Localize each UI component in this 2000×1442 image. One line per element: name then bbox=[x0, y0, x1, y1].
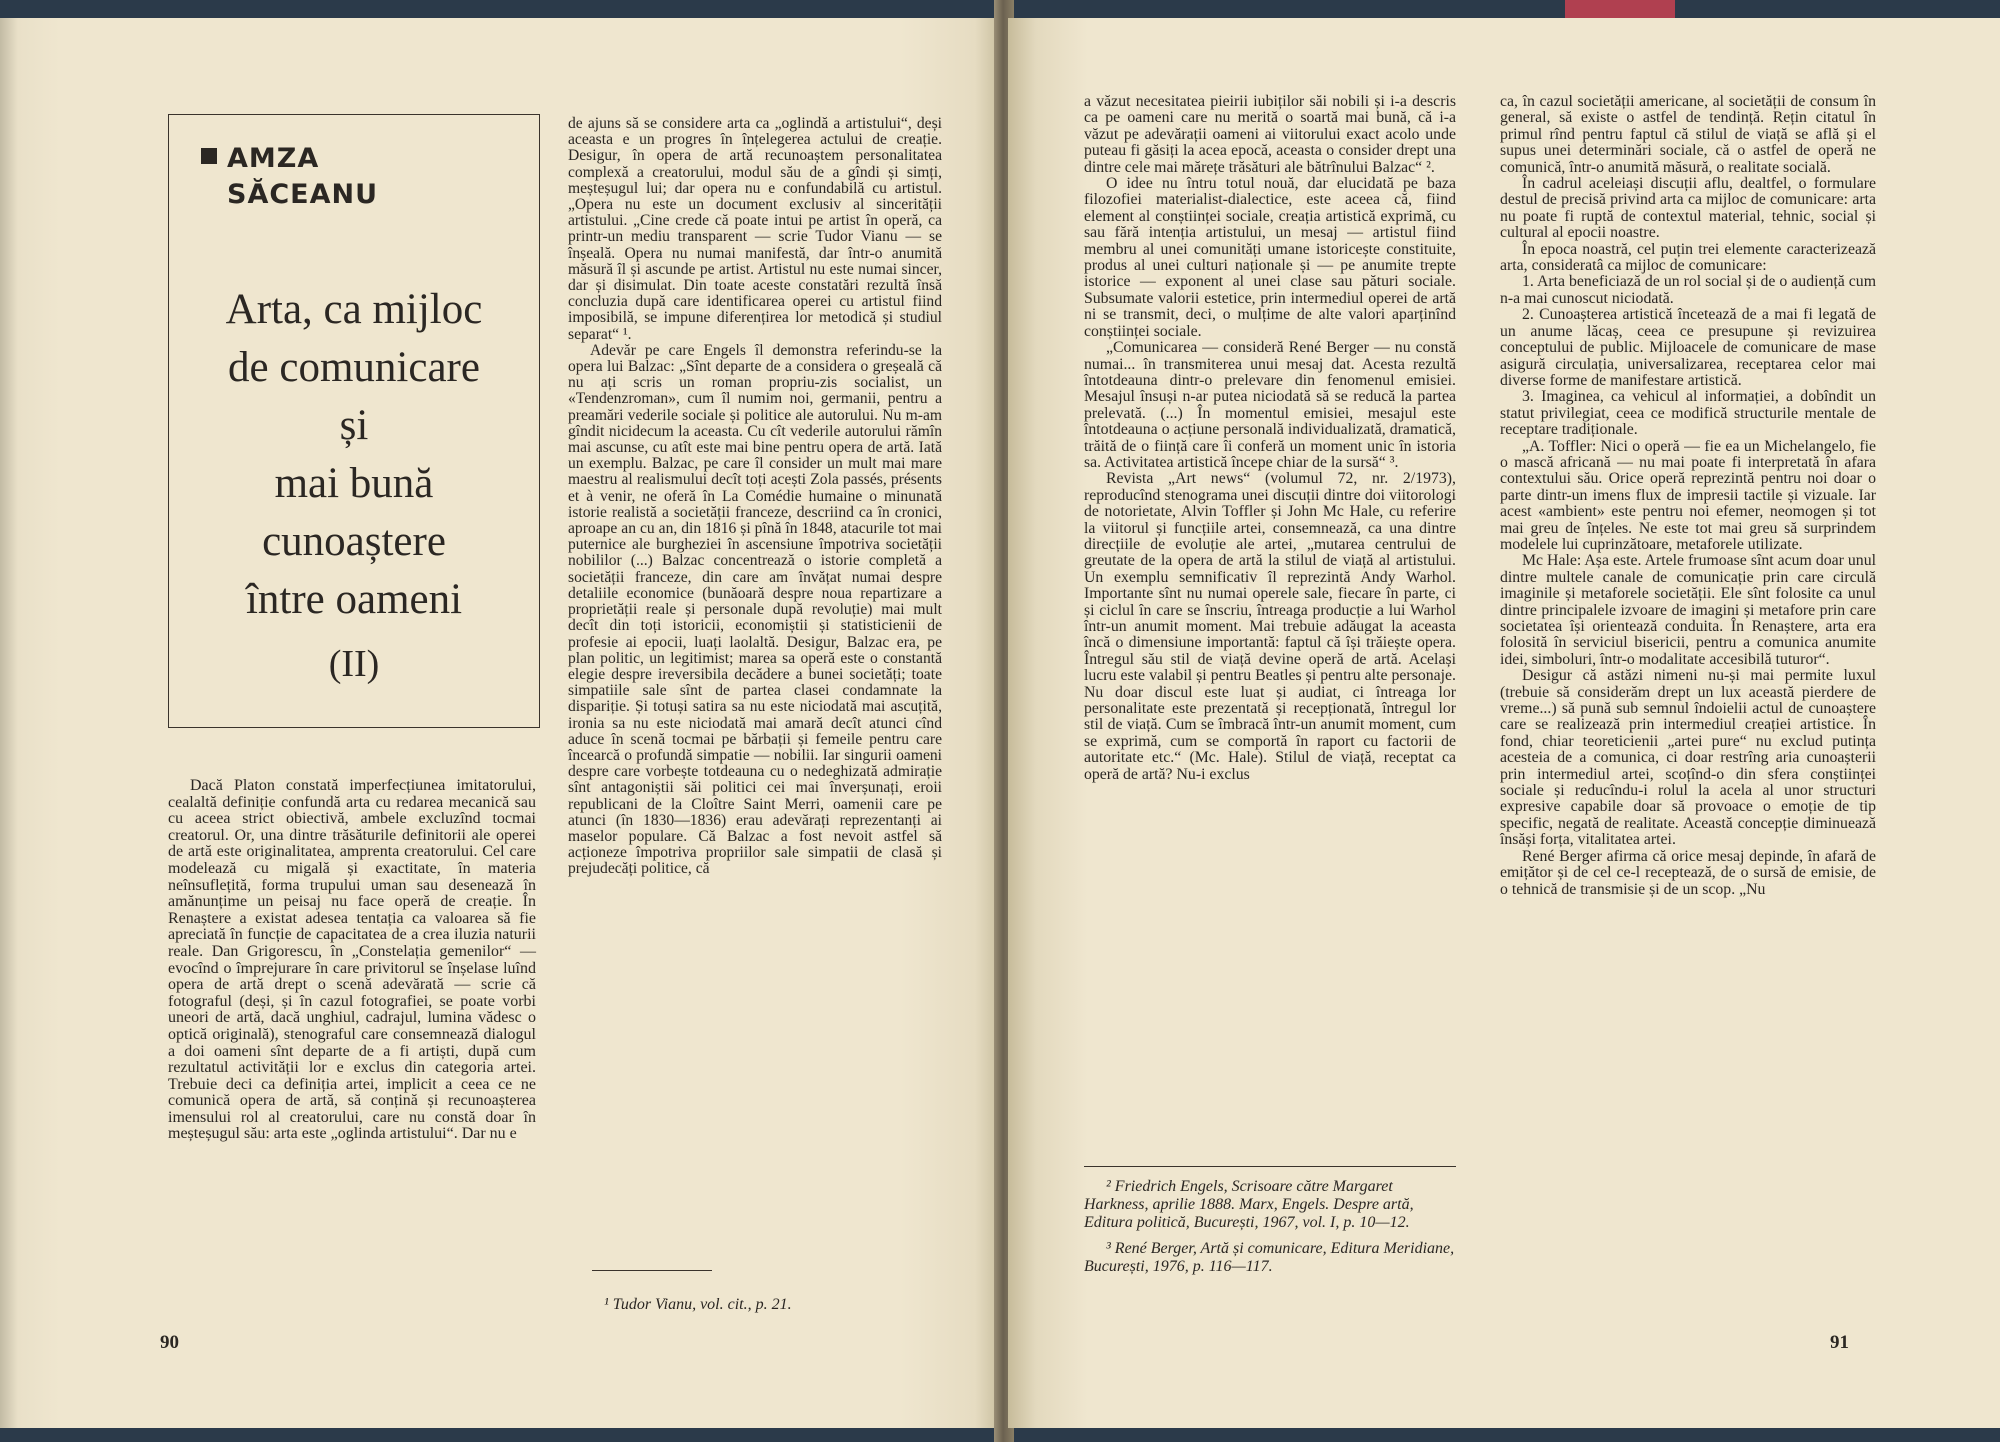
paragraph: 3. Imaginea, ca vehicul al informației, a dobîndit un statut privilegiat, ceea ce modifică structurile mentale de receptare tradiționale. bbox=[1500, 388, 1876, 439]
footnote-rule bbox=[592, 1270, 712, 1271]
paragraph: 2. Cunoașterea artistică încetează de a mai fi legată de un anume lăcaș, ceea ce presupune și revizuirea conceptului de public. Mijloacele de comunicare de mase asigură circulația, universalizarea, receptarea celor mai diverse forme de manifestare artistică. bbox=[1500, 306, 1876, 389]
author-name bbox=[201, 141, 377, 213]
title-line: Arta, ca mijloc bbox=[225, 286, 483, 333]
binding-ribbon bbox=[1565, 0, 1675, 18]
paragraph: „A. Toffler: Nici o operă — fie ea un Michelangelo, fie o mască africană — nu mai poate fi interpretată în afara contextului său. Orice operă reprezintă pentru noi doar o parte dintr-un imens flux de impresii tactile și vizuale. Iar acest «ambient» este pentru noi efemer, neomogen și tot mai greu de înțeles. Ne este tot mai greu să surprindem modelele lui cuprinzătoare, metaforele utilizate. bbox=[1500, 437, 1876, 553]
title-line: cunoaștere bbox=[262, 518, 446, 565]
square-bullet-icon bbox=[201, 148, 217, 164]
footnote-2: ² Friedrich Engels, Scrisoare către Margaret Harkness, aprilie 1888. Marx, Engels. Despre artă, Editura politică, București, 1967, vol. I, p. 10—12. bbox=[1084, 1178, 1414, 1231]
paragraph: În cadrul aceleiași discuții aflu, dealtfel, o formulare destul de precisă privind arta ca mijloc de comunicare: arta nu poate fi ruptă de contextul material, tehnic, social și cultural al epocii noastre. bbox=[1500, 175, 1876, 242]
paragraph: Adevăr pe care Engels îl demonstra referindu-se la opera lui Balzac: „Sînt departe de a considera o greșeală că nu ați scris un roman propriu-zis socialist, un «Tendenzroman», cum îl numim noi, germanii, pentru a preamări vederile sociale și politice ale autorului. Nu m-am gîndit nicidecum la aceasta. Cu cît vederile autorului rămîn mai ascunse, cu atît este mai bine pentru opera de artă. Iată un exemplu. Balzac, pe care îl consider un mult mai mare maestru al realismului decît toți acești Zola passés, présents et à venir, ne oferă în La Comédie humaine o minunată istorie realistă a societății franceze, descriind ca în cronici, aproape an cu an, din 1816 și pînă în 1848, atacurile tot mai puternice ale burgheziei în ascensiune împotriva societății nobililor (...) Balzac concentrează o istorie completă a societății franceze, din care am învățat numai despre detaliile economice (bunăoară despre noua repartizare a proprietății reale și personale după revoluție) mai mult decît din toți istoricii, economiștii și statisticienii de profesie ai epocii, luați laolaltă. Desigur, Balzac era, pe plan politic, un legitimist; marea sa operă este o constantă elegie despre ireversibila decădere a bunei societăți; toate simpatiile sale sînt de partea clasei condamnate la dispariție. Și totuși satira sa nu este niciodată mai ascuțită, ironia sa nu este niciodată mai amară decît atunci cînd aduce în scenă tocmai pe bărbații și femeile pentru care încearcă o profundă simpatie — nobilii. Iar singurii oameni despre care vorbește totdeauna cu o nedeghizată admirație sînt antagoniștii săi politici cei mai înverșunați, eroii republicani de la Cloître Saint Merri, oamenii care pe atunci (în 1830—1836) erau adevărați reprezentanți ai maselor populare. Că Balzac a fost nevoit astfel să acționeze împotriva propriilor sale simpatii de clasă și prejudecăți politice, că bbox=[568, 341, 942, 878]
paragraph: 1. Arta beneficiază de un rol social și de o audiență cum n-a mai cunoscut niciodată. bbox=[1500, 273, 1876, 307]
title-box bbox=[168, 114, 540, 728]
title-line: mai bună bbox=[274, 460, 434, 507]
left-column-2 bbox=[568, 116, 942, 878]
left-page bbox=[0, 18, 1000, 1428]
part-number: (II) bbox=[328, 643, 380, 685]
footnote bbox=[1084, 1178, 1456, 1276]
paragraph: În epoca noastră, cel puțin trei elemente caracterizează arta, consideratâ ca mijloc de comunicare: bbox=[1500, 240, 1876, 275]
footnote: ¹ Tudor Vianu, vol. cit., p. 21. bbox=[604, 1296, 792, 1313]
paragraph: Desigur că astăzi nimeni nu-și mai permite luxul (trebuie să considerăm drept un lux această pierdere de vreme...) să pună sub semnul îndoielii actul de cunoaștere care se realizează prin intermediul creației artistice. În fond, chiar teoreticienii „artei pure“ nu exclud putința acesteia de a comunica, ci doar restrîng aria cunoașterii prin intermediul artei, scoțînd-o din sfera conștiinței sociale și reducîndu-i rolul la acela al unor structuri expresive capabile doar să provoace o emoție de tip specific, negată de realitate. Această concepție diminuează însăși forța, vitalitatea artei. bbox=[1500, 667, 1876, 849]
paragraph: „Comunicarea — consideră René Berger — nu constă numai... în transmiterea unui mesaj dat. Acesta rezultă întotdeauna dintr-o prelevare din fenomenul emisiei. Mesajul însuși n-ar putea niciodată să se reducă la partea prelevată. (...) În momentul emisiei, mesajul este întotdeauna o acțiune personală individualizată, dramatică, trăită de o ființă care îi conferă un moment unic în istoria sa. Activitatea artistică începe chiar de la sursă“ ³. bbox=[1084, 339, 1456, 471]
footnote-rule bbox=[1084, 1166, 1456, 1167]
right-column-1 bbox=[1084, 94, 1456, 783]
paragraph: ca, în cazul societății americane, al societății de consum în general, să existe o astfel de tendință. Rețin citatul în primul rînd pentru faptul că stilul de viață se află și el supus unei determinări sociale, că o astfel de operă ne comunică, într-o anumită măsură, o realitate socială. bbox=[1500, 93, 1876, 176]
paragraph: Mc Hale: Așa este. Artele frumoase sînt acum doar unul dintre multele canale de comunicație prin care circulă imaginile și metaforele societății. Ele sînt folosite ca unul dintre principalele izvoare de imagini și metafore prin care societatea își orientează conduita. În Renaștere, arta era folosită în serviciul bisericii, pentru a comunica anumite idei, simboluri, într-o modalitate accesibilă tuturor“. bbox=[1500, 552, 1876, 668]
right-page bbox=[1008, 18, 2000, 1428]
paragraph: René Berger afirma că orice mesaj depinde, în afară de emițător și de cel ce-l receptează, de o sursă de emisie, de o tehnică de transmisie și de un scop. „Nu bbox=[1500, 847, 1876, 898]
paragraph: a văzut necesitatea pieirii iubiților săi nobili și i-a descris ca pe oameni care nu merită o soartă mai bună, că i-a văzut pe adevărații oameni ai viitorului exact acolo unde puteau fi găsiți la acea epocă, aceasta o consider drept una dintre cele mai mărețe trăsături ale bătrînului Balzac“ ². bbox=[1084, 93, 1456, 176]
paragraph: O idee nu întru totul nouă, dar elucidată pe baza filozofiei materialist-dialectice, este aceea că, fiind element al conștiinței sociale, creația artistică exprimă, cu sau fără intenția artistului, un mesaj — artistul fiind membru al unei comunități umane istoricește constituite, produs al unei culturi naționale și — pe anumite trepte istorice — exponent al unei clase sau pături sociale. Subsumate valorii estetice, prin intermediul operei de artă ni se transmit, deci, o mulțime de alte valori aparținînd conștiinței sociale. bbox=[1084, 175, 1456, 340]
title-line: între oameni bbox=[245, 576, 463, 623]
title-line: de comunicare bbox=[228, 344, 480, 391]
page-number: 91 bbox=[1830, 1332, 1849, 1353]
paragraph: Revista „Art news“ (volumul 72, nr. 2/1973), reproducînd stenograma unei discuții dintre doi viitorologi de notorietate, Alvin Toffler și John Mc Hale, cu referire la viitorul și funcțiile artei, consemnează, ca una dintre direcțiile de evoluție ale artei, „mutarea centrului de greutate de la opera de artă la stilul de viață al artistului. Un exemplu semnificativ îl reprezintă Andy Warhol. Importante sînt nu numai operele sale, fiecare în parte, ci și ciclul în care se înscriu, întreaga producție a lui Warhol într-un anumit moment. Mai trebuie adăugat la aceasta încă o dimensiune importantă: faptul că își trăiește opera. Întregul său stil de viață devine operă de artă. Același lucru este valabil și pentru Beatles și pentru alte personaje. Nu doar discul este luat și audiat, ci întreaga lor personalitate este prezentată și recepționată, întregul lor stil de viață. Cum se îmbracă într-un anumit moment, cum se exprimă, cum se comportă în raport cu factorii de autoritate etc.“ (Mc. Hale). Stilul de viață, receptat ca operă de artă? Nu-i exclus bbox=[1084, 470, 1456, 783]
footnote-3: ³ René Berger, Artă și comunicare, Editura Meridiane, București, 1976, p. 116—117. bbox=[1084, 1240, 1455, 1275]
left-column-1 bbox=[168, 778, 536, 1143]
right-column-2 bbox=[1500, 94, 1876, 898]
paragraph: de ajuns să se considere arta ca „oglindă a artistului“, deși aceasta e un progres în înțelegerea actului de creație. Desigur, în opera de artă recunoaștem personalitatea complexă a creatorului, modul său de a gîndi și simți, meșteșugul lui; dar opera nu e confundabilă cu artistul. „Opera nu este un document exclusiv al sincerității artistului. „Cine crede că poate intui pe artist în operă, ca printr-un mediu transparent — scrie Tudor Vianu — se înșeală. Opera nu numai manifestă, dar într-o anumită măsură îl și ascunde pe artist. Artistul nu este numai sincer, dar și disimulat. Din toate aceste constatări rezultă însă concluzia după care identificarea operei cu artistul fiind imposibilă, se impune diferențirea lor metodică și studiul separat“ ¹. bbox=[568, 115, 942, 343]
page-number: 90 bbox=[160, 1332, 179, 1353]
title-line: și bbox=[339, 402, 369, 449]
author-text: AMZA SĂCEANU bbox=[227, 143, 379, 210]
article-title bbox=[169, 281, 539, 693]
paragraph: Dacă Platon constată imperfecțiunea imitatorului, cealaltă definiție confundă arta cu redarea mecanică sau cu aceea strict obiectivă, ambele excluzînd tocmai creatorul. Or, una dintre trăsăturile definitorii ale operei de artă este originalitatea, amprenta creatorului. Cel care modelează cu migală și exactitate, în materia neînsuflețită, forma trupului uman sau desenează în amănunțime un peisaj nu face operă de creație. În Renaștere a existat adesea tentația ca valoarea să fie apreciată în funcție de capacitatea de a crea iluzia naturii reale. Dan Grigorescu, în „Constelația gemenilor“ — evocînd o împrejurare în care privitorul se înșelase luînd opera de artă drept o scenă adevărată — scrie că fotograful (deși, și în cazul fotografiei, se poate vorbi uneori de artă, dacă unghiul, cadrajul, lumina vădesc o optică originală), stenograful care consemnează dialogul a doi oameni sînt departe de a fi artiști, după cum rezultatul activității lor e exclus din categoria artei. Trebuie deci ca definiția artei, implicit a ceea ce ne comunică opera de artă, să conțină și recunoașterea imensului rol al creatorului, care nu constă doar în meșteșugul său: arta este „oglinda artistului“. Dar nu e bbox=[168, 777, 536, 1143]
